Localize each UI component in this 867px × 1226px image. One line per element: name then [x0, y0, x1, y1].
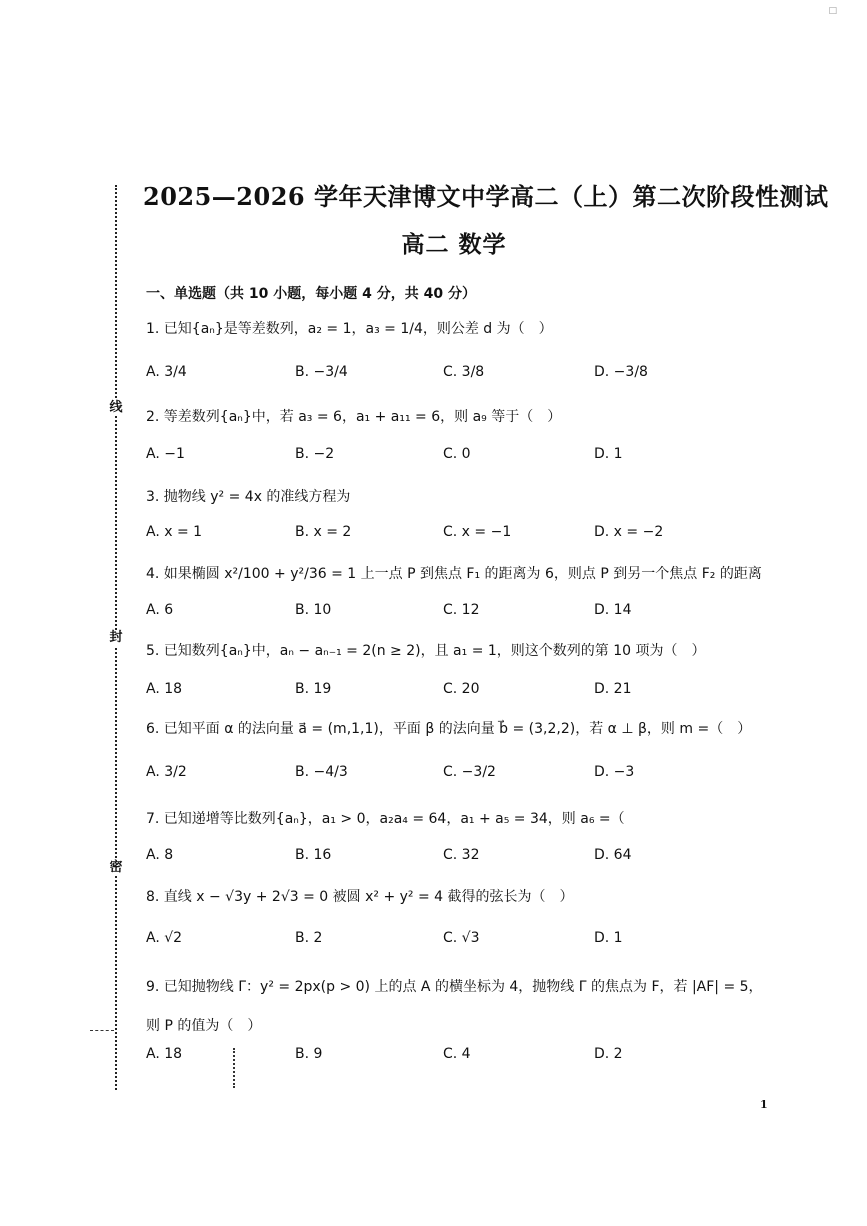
- page-title: 2025—2026 学年天津博文中学高二（上）第二次阶段性测试: [143, 182, 829, 211]
- question-1-option-d: D. −3/8: [594, 364, 648, 380]
- question-2-stem: 2. 等差数列{aₙ}中，若 a₃ = 6，a₁ + a₁₁ = 6，则 a₉ 等于（ ）: [146, 409, 562, 425]
- question-5-option-a: A. 18: [146, 681, 183, 697]
- question-9-option-b: B. 9: [295, 1046, 323, 1062]
- question-5-option-b: B. 19: [295, 681, 332, 697]
- question-3-option-c: C. x = −1: [443, 524, 512, 540]
- question-9-option-c: C. 4: [443, 1046, 471, 1062]
- question-7-option-d: D. 64: [594, 847, 632, 863]
- question-4-option-d: D. 14: [594, 602, 632, 618]
- question-6-option-d: D. −3: [594, 764, 635, 780]
- question-4-option-b: B. 10: [295, 602, 332, 618]
- question-6-option-b: B. −4/3: [295, 764, 348, 780]
- binding-char-xian: 线: [109, 400, 123, 415]
- dotted-mark: [233, 1048, 235, 1088]
- question-3-stem: 3. 抛物线 y² = 4x 的准线方程为: [146, 489, 351, 505]
- question-7-option-a: A. 8: [146, 847, 174, 863]
- page-subtitle: 高二 数学: [401, 231, 507, 258]
- question-6-stem: 6. 已知平面 α 的法向量 a⃗ = (m,1,1)，平面 β 的法向量 b⃗ = (3,2,2)，若 α ⊥ β，则 m =（ ）: [146, 721, 752, 737]
- question-5-stem: 5. 已知数列{aₙ}中，aₙ − aₙ₋₁ = 2(n ≥ 2)，且 a₁ = 1，则这个数列的第 10 项为（ ）: [146, 643, 706, 659]
- cut-line: [90, 1030, 114, 1031]
- binding-char-mi: 密: [109, 860, 123, 875]
- question-4-option-c: C. 12: [443, 602, 480, 618]
- question-6-option-c: C. −3/2: [443, 764, 496, 780]
- question-8-option-b: B. 2: [295, 930, 323, 946]
- question-5-option-c: C. 20: [443, 681, 480, 697]
- question-3-option-a: A. x = 1: [146, 524, 203, 540]
- question-9-stem: 9. 已知抛物线 Γ：y² = 2px(p > 0) 上的点 A 的横坐标为 4，抛物线 Γ 的焦点为 F，若 |AF| = 5，: [146, 979, 763, 995]
- question-9-option-d: D. 2: [594, 1046, 623, 1062]
- question-1-stem: 1. 已知{aₙ}是等差数列，a₂ = 1，a₃ = 1/4，则公差 d 为（ ）: [146, 321, 553, 337]
- question-4-option-a: A. 6: [146, 602, 174, 618]
- question-3-option-d: D. x = −2: [594, 524, 664, 540]
- question-8-option-d: D. 1: [594, 930, 623, 946]
- question-2-option-b: B. −2: [295, 446, 335, 462]
- section-header: 一、单选题（共 10 小题，每小题 4 分，共 40 分）: [146, 286, 476, 302]
- page-number: 1: [760, 1098, 768, 1111]
- question-1-option-b: B. −3/4: [295, 364, 348, 380]
- question-4-stem: 4. 如果椭圆 x²/100 + y²/36 = 1 上一点 P 到焦点 F₁ 的距离为 6，则点 P 到另一个焦点 F₂ 的距离: [146, 566, 762, 582]
- question-2-option-c: C. 0: [443, 446, 471, 462]
- question-8-option-c: C. √3: [443, 930, 480, 946]
- question-2-option-d: D. 1: [594, 446, 623, 462]
- question-3-option-b: B. x = 2: [295, 524, 352, 540]
- question-8-stem: 8. 直线 x − √3y + 2√3 = 0 被圆 x² + y² = 4 截得的弦长为（ ）: [146, 889, 574, 905]
- question-9-stem-continued: 则 P 的值为（ ）: [146, 1018, 262, 1034]
- corner-mark: □: [828, 6, 837, 16]
- question-7-option-c: C. 32: [443, 847, 480, 863]
- question-7-option-b: B. 16: [295, 847, 332, 863]
- question-8-option-a: A. √2: [146, 930, 183, 946]
- question-2-option-a: A. −1: [146, 446, 185, 462]
- question-5-option-d: D. 21: [594, 681, 632, 697]
- question-1-option-a: A. 3/4: [146, 364, 187, 380]
- question-6-option-a: A. 3/2: [146, 764, 187, 780]
- question-9-option-a: A. 18: [146, 1046, 183, 1062]
- question-7-stem: 7. 已知递增等比数列{aₙ}，a₁ > 0，a₂a₄ = 64，a₁ + a₅ = 34，则 a₆ =（: [146, 811, 625, 827]
- question-1-option-c: C. 3/8: [443, 364, 485, 380]
- binding-char-feng: 封: [109, 630, 123, 645]
